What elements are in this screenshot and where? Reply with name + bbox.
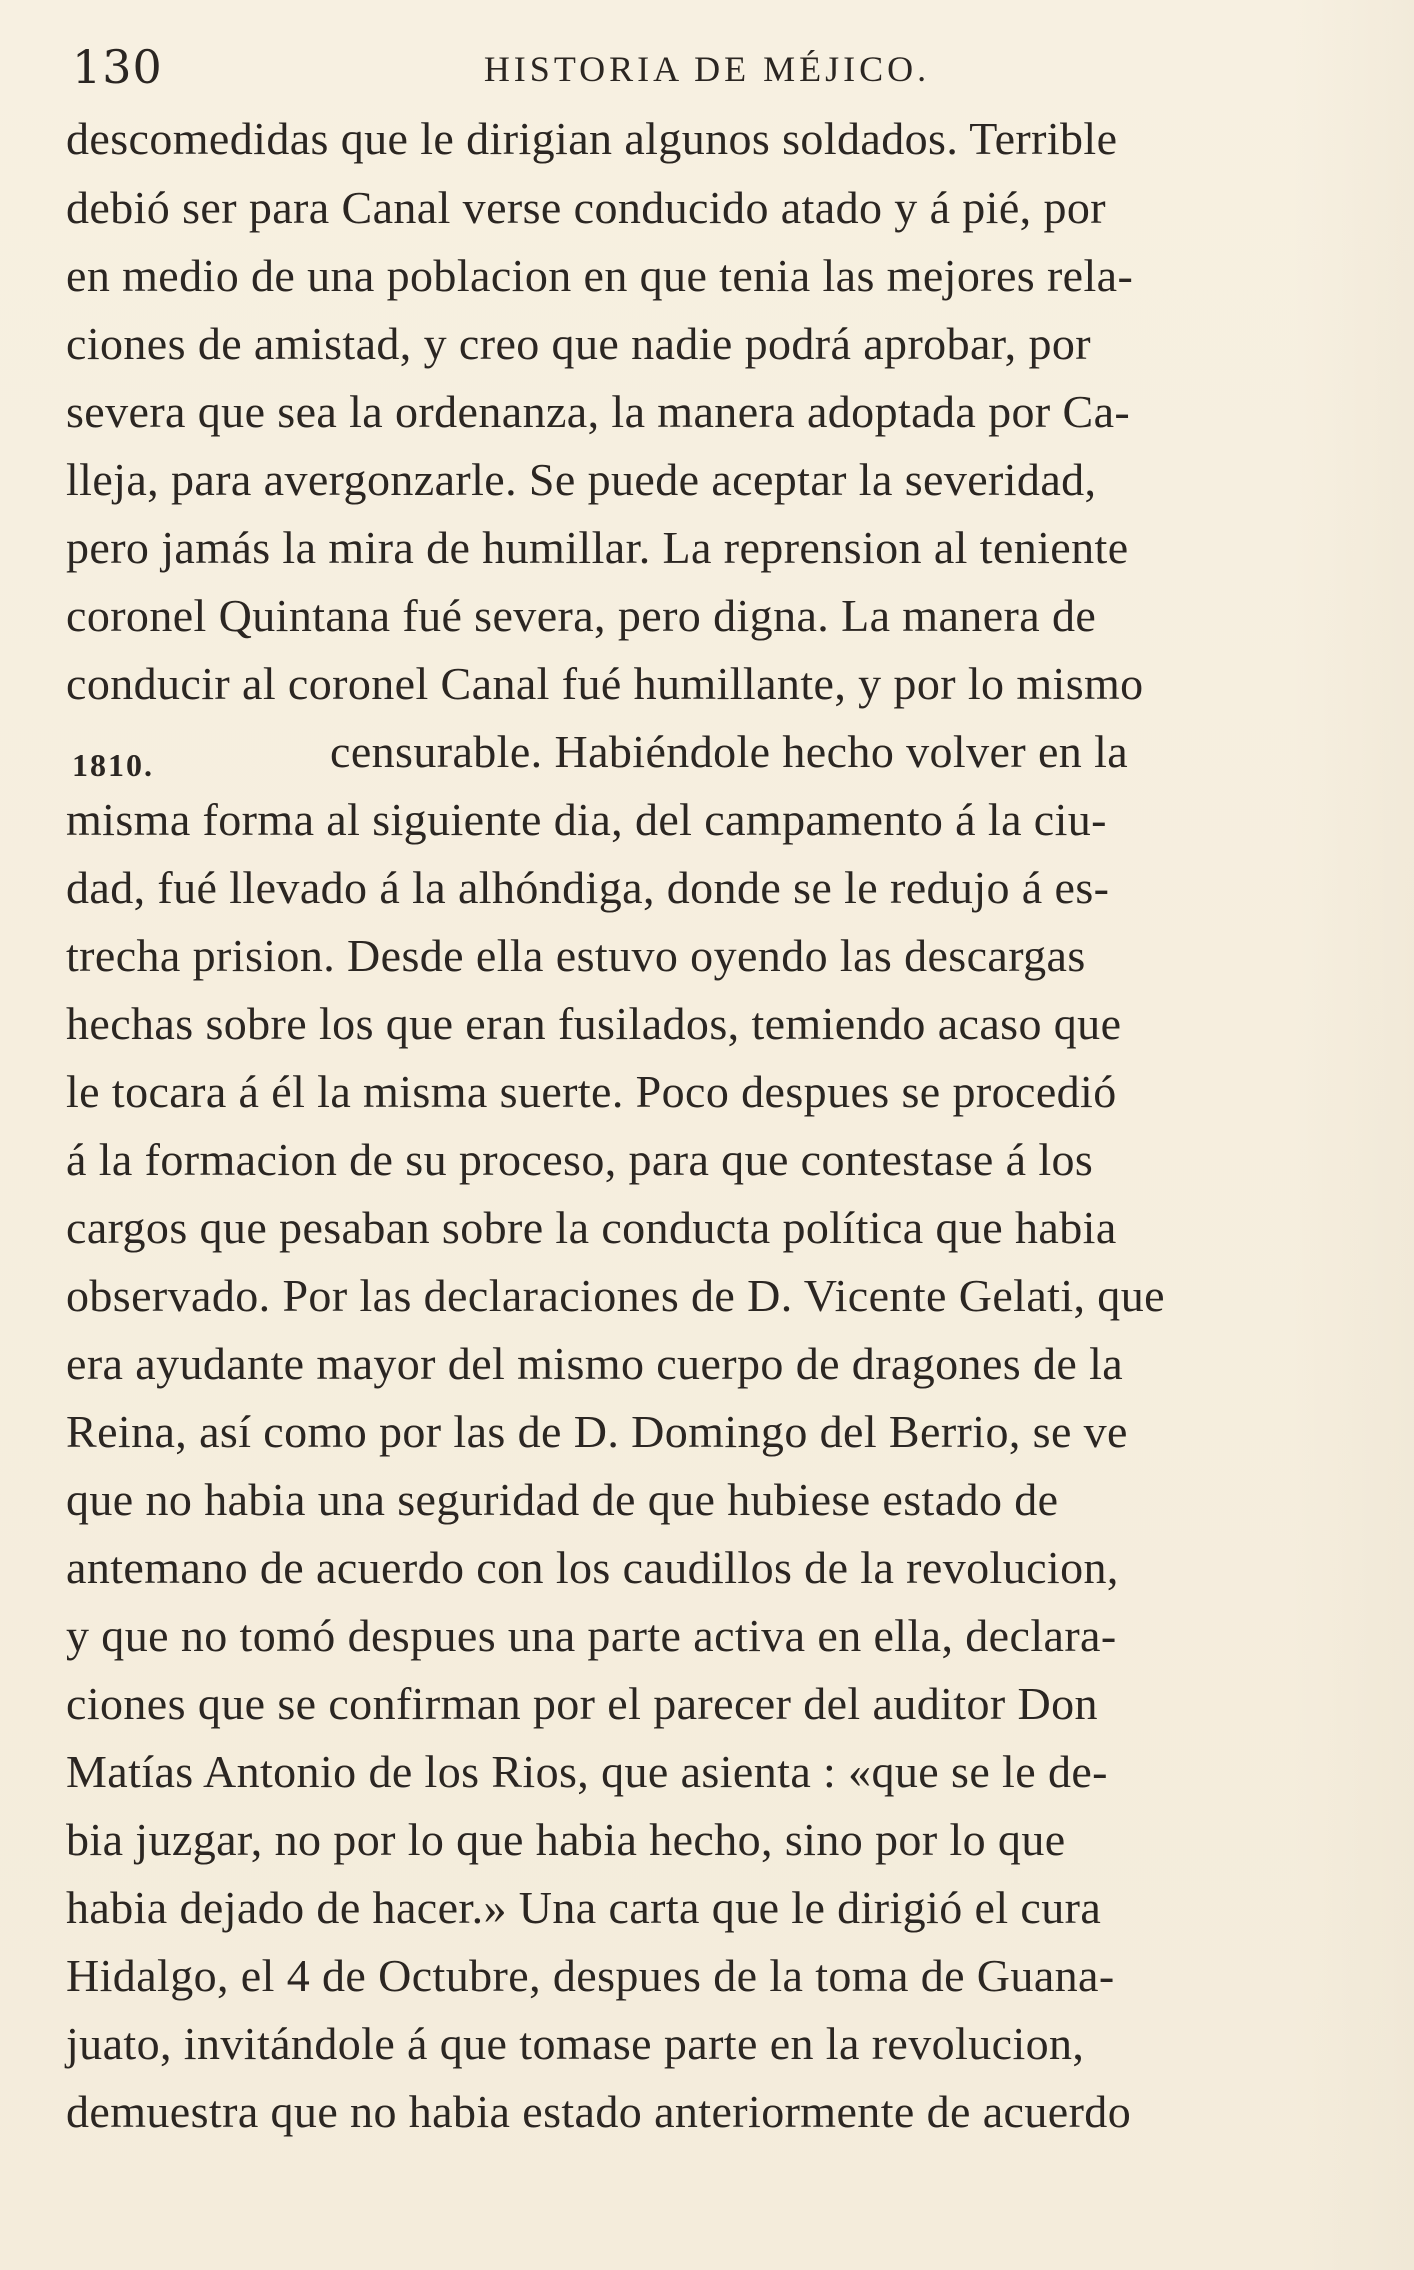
body-line: severa que sea la ordenanza, la manera adoptada por Ca- — [66, 386, 1131, 437]
body-line: bia juzgar, no por lo que habia hecho, sino por lo que — [66, 1814, 1066, 1865]
body-line: Reina, así como por las de D. Domingo del Berrio, se ve — [66, 1406, 1128, 1457]
body-line: descomedidas que le dirigian algunos soldados. Terrible — [66, 113, 1118, 164]
body-line: lleja, para avergonzarle. Se puede aceptar la severidad, — [66, 454, 1097, 505]
body-line: hechas sobre los que eran fusilados, temiendo acaso que — [66, 998, 1122, 1049]
body-line: á la formacion de su proceso, para que contestase á los — [66, 1134, 1094, 1185]
body-line: cargos que pesaban sobre la conducta política que habia — [66, 1202, 1117, 1253]
body-line: Hidalgo, el 4 de Octubre, despues de la toma de Guana- — [66, 1950, 1115, 2001]
body-line: misma forma al siguiente dia, del campamento á la ciu- — [66, 794, 1107, 845]
body-line: en medio de una poblacion en que tenia las mejores rela- — [66, 250, 1134, 301]
body-line: le tocara á él la misma suerte. Poco despues se procedió — [66, 1066, 1117, 1117]
body-line: censurable. Habiéndole hecho volver en la — [330, 726, 1129, 777]
body-line: debió ser para Canal verse conducido atado y á pié, por — [66, 182, 1106, 233]
body-line: que no habia una seguridad de que hubiese estado de — [66, 1474, 1059, 1525]
body-line: ciones que se confirman por el parecer del auditor Don — [66, 1678, 1098, 1729]
body-line: observado. Por las declaraciones de D. Vicente Gelati, que — [66, 1270, 1165, 1321]
body-line: pero jamás la mira de humillar. La reprension al teniente — [66, 522, 1129, 573]
body-line: antemano de acuerdo con los caudillos de la revolucion, — [66, 1542, 1119, 1593]
page-edge-shadow — [1294, 0, 1414, 2270]
body-line: Matías Antonio de los Rios, que asienta : «que se le de- — [66, 1746, 1108, 1797]
body-line: habia dejado de hacer.» Una carta que le dirigió el cura — [66, 1882, 1102, 1933]
body-line: ciones de amistad, y creo que nadie podrá aprobar, por — [66, 318, 1091, 369]
page-number: 130 — [72, 40, 163, 94]
body-line: demuestra que no habia estado anteriormente de acuerdo — [66, 2086, 1132, 2137]
body-line: y que no tomó despues una parte activa en ella, declara- — [66, 1610, 1117, 1661]
running-title: HISTORIA DE MÉJICO. — [483, 49, 931, 89]
margin-year: 1810. — [72, 747, 154, 783]
body-line: conducir al coronel Canal fué humillante, y por lo mismo — [66, 658, 1144, 709]
body-line: era ayudante mayor del mismo cuerpo de dragones de la — [66, 1338, 1124, 1389]
body-line: coronel Quintana fué severa, pero digna. La manera de — [66, 590, 1097, 641]
body-line: juato, invitándole á que tomase parte en la revolucion, — [66, 2018, 1085, 2069]
body-line: dad, fué llevado á la alhóndiga, donde se le redujo á es- — [66, 862, 1110, 913]
body-line: trecha prision. Desde ella estuvo oyendo las descargas — [66, 930, 1086, 981]
